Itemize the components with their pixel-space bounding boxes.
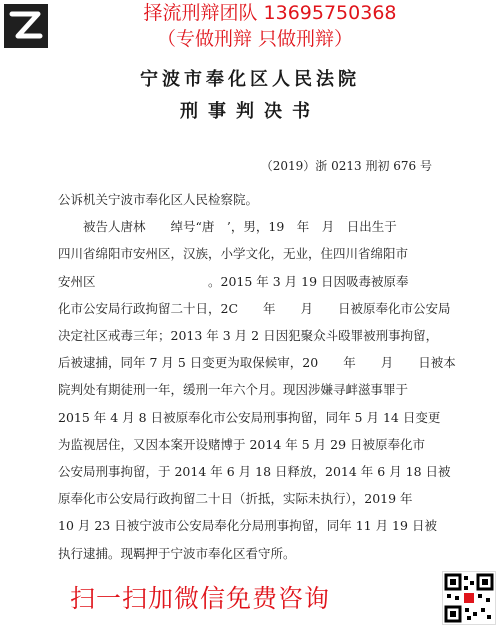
qr-code-icon[interactable] [442,571,496,625]
case-number: （2019）浙 0213 刑初 676 号 [260,159,432,173]
defendant-line: 原奉化市公安局行政拘留二十日（折抵，实际未执行），2019 年 [58,491,413,507]
defendant-line: 四川省绵阳市安州区，汉族，小学文化，无业，住四川省绵阳市 [58,246,409,262]
defendant-line: 院判处有期徒刑一年，缓刑一年六个月。现因涉嫌寻衅滋事罪于 [58,382,409,398]
wechat-cta: 扫一扫加微信免费咨询 [70,584,331,613]
defendant-line: 公安局刑事拘留，于 2014 年 6 月 18 日释放，2014 年 6 月 18 日被 [58,464,451,480]
defendant-line: 后被逮捕，同年 7 月 5 日变更为取保候审，20 年 月 日被本 [58,355,456,371]
banner-phone: 择流刑辩团队 13695750368 [143,2,397,24]
defendant-line: 为监视居住，又因本案开设赌博于 2014 年 5 月 29 日被原奉化市 [58,436,426,452]
defendant-line: 化市公安局行政拘留二十日，2C 年 月 日被原奉化市公安局 [58,300,451,316]
defendant-line: 被告人唐林 绰号“唐 ’，男，19 年 月 日出生于 [83,219,397,235]
defendant-line: 2015 年 4 月 8 日被原奉化市公安局刑事拘留，同年 5 月 14 日变更 [58,409,441,425]
defendant-line: 决定社区戒毒三年；2013 年 3 月 2 日因犯聚众斗殴罪被刑事拘留， [58,328,439,344]
judgment-body [58,186,470,567]
document-title: 刑事判决书 [180,101,320,122]
defendant-line: 执行逮捕。现羁押于宁波市奉化区看守所。 [58,545,296,561]
court-name: 宁波市奉化区人民法院 [140,69,360,90]
prosecutor-line: 公诉机关宁波市奉化区人民检察院。 [58,192,259,207]
defendant-paragraph [58,213,470,567]
defendant-line: 安州区 。2015 年 3 月 19 日因吸毒被原奉 [58,273,409,289]
banner-tagline: （专做刑辩 只做刑辩） [156,28,354,50]
defendant-line: 10 月 23 日被宁波市公安局奉化分局刑事拘留，同年 11 月 19 日被 [58,518,437,534]
